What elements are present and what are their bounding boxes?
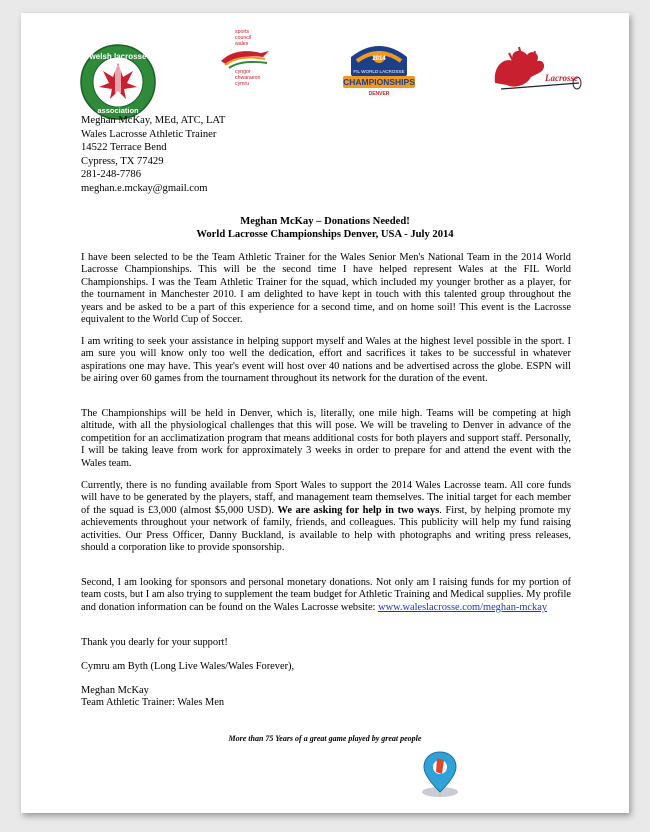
championships-year: 2014 (372, 56, 386, 62)
paragraph-funding (81, 480, 571, 554)
waleslacrosse-profile-link[interactable]: www.waleslacrosse.com/meghan-mckay (378, 601, 548, 613)
welsh-lacrosse-association-logo (79, 43, 157, 121)
thanks-line: Thank you dearly for your support! (81, 637, 228, 648)
paragraph-4-bold: We are asking for help in two ways (277, 504, 440, 516)
paragraph-sponsors (81, 577, 571, 614)
sports-council-line-2: council (235, 35, 252, 41)
paragraph-4-intro: Currently, there is no funding available from Sport Wales to support the 2014 Wales Lacrosse team. All core funds will have to be generated by the players, staff, and management team themselves. The initial target for each member of the squad is £3,000 (almost $5,000 USD). (81, 480, 571, 516)
sender-street: 14522 Terrace Bend (81, 142, 167, 154)
sports-council-swoosh-icon (219, 47, 273, 69)
signature-title: Team Athletic Trainer: Wales Men (81, 697, 225, 708)
title-line-2: World Lacrosse Championships Denver, USA - July 2014 (196, 228, 454, 240)
paragraph-intro (81, 252, 571, 326)
sports-council-wales-logo (219, 29, 273, 109)
sports-council-line-1: sports (235, 29, 250, 35)
sender-phone: 281-248-7786 (81, 169, 142, 181)
welsh-lacrosse-bottom-text: association (97, 106, 139, 115)
letter-page (21, 13, 629, 813)
sports-council-cy-line-2: chwaraeon (235, 75, 261, 81)
paragraph-2: I am writing to seek your assistance in helping support myself and Wales at the highest level possible in the sport. I am sure you will know only too well the dedication, effort and sacrifices it takes to be successful in whatever aspirations one may have. This year's event will host over 40 nations and be advertised across the globe. ESPN will be airing over 60 games from the tournament throughout its network for the duration of the event. (81, 336, 571, 385)
paragraph-4-rest: . First, by helping promote my achievements throughout your network of family, friends, and colleagues. This publicity will help my fund raising activities. Our Press Officer, Danny Buckland, is available to help with photographs and writing press releases, should a corporation like to provide sponsorship. (81, 504, 571, 554)
dragon-logo-text: Lacrosse (545, 73, 578, 83)
paragraph-5 (81, 577, 571, 614)
paragraph-denver (81, 408, 571, 470)
footer-tagline: More than 75 Years of a great game played by great people (228, 734, 422, 743)
sender-role: Wales Lacrosse Athletic Trainer (81, 128, 217, 140)
sports-council-cy-line-3: cymru (235, 81, 250, 87)
sender-address (81, 114, 225, 196)
championships-line2: CHAMPIONSHIPS (343, 77, 415, 87)
title-line-1: Meghan McKay – Donations Needed! (240, 216, 410, 227)
championships-city: DENVER (368, 91, 390, 97)
logo-row (21, 13, 629, 123)
sender-city: Cypress, TX 77429 (81, 155, 164, 167)
letter-title (21, 216, 629, 241)
dragon-lacrosse-logo (487, 43, 583, 99)
sports-council-line-3: wales (235, 41, 249, 47)
paragraph-4 (81, 480, 571, 554)
sender-name: Meghan McKay, MEd, ATC, LAT (81, 115, 226, 126)
fil-championships-logo (337, 39, 421, 101)
sender-email: meghan.e.mckay@gmail.com (81, 182, 208, 194)
paragraph-support (81, 336, 571, 386)
signature-name: Meghan McKay (81, 685, 149, 696)
paragraph-5-text: Second, I am looking for sponsors and personal monetary donations. Not only am I raising funds for my portion of team costs, but I am also trying to supplement the team budget for Athletic Training and Medical supplies. My profile and donation information can be found on the Wales Lacrosse website: (81, 577, 571, 613)
paragraph-1: I have been selected to be the Team Athletic Trainer for the Wales Senior Men's National Team in the 2014 World Lacrosse Championships. This will be the second time I have helped represent Wales at the FIL World Championships. I was the Team Athletic Trainer for the squad, which included my younger brother as a player, for the tournament in Manchester 2010. I am delighted to have kept in touch with this talented group throughout the years and be asked to be a part of this experience for a second time, and on home soil! This event is the Lacrosse equivalent to the World Cup of Soccer. (81, 252, 571, 326)
championships-line1: FIL WORLD LACROSSE (353, 69, 405, 74)
cymru-line: Cymru am Byth (Long Live Wales/Wales Forever), (81, 661, 295, 672)
sports-council-cy-line-1: cyngor (235, 69, 251, 75)
welsh-lacrosse-top-text: welsh lacrosse (89, 52, 147, 61)
location-pin-logo (418, 748, 462, 798)
paragraph-3: The Championships will be held in Denver, which is, literally, one mile high. Teams will be competing at high altitude, with all the physiological challenges that this will pose. We will be traveling to Denver in advance of the competition for an acclimatization program that means additional costs for both players and support staff. Personally, I will be taking leave from work for approximately 3 weeks in order to prepare for and attend the event with the Wales team. (81, 408, 571, 469)
